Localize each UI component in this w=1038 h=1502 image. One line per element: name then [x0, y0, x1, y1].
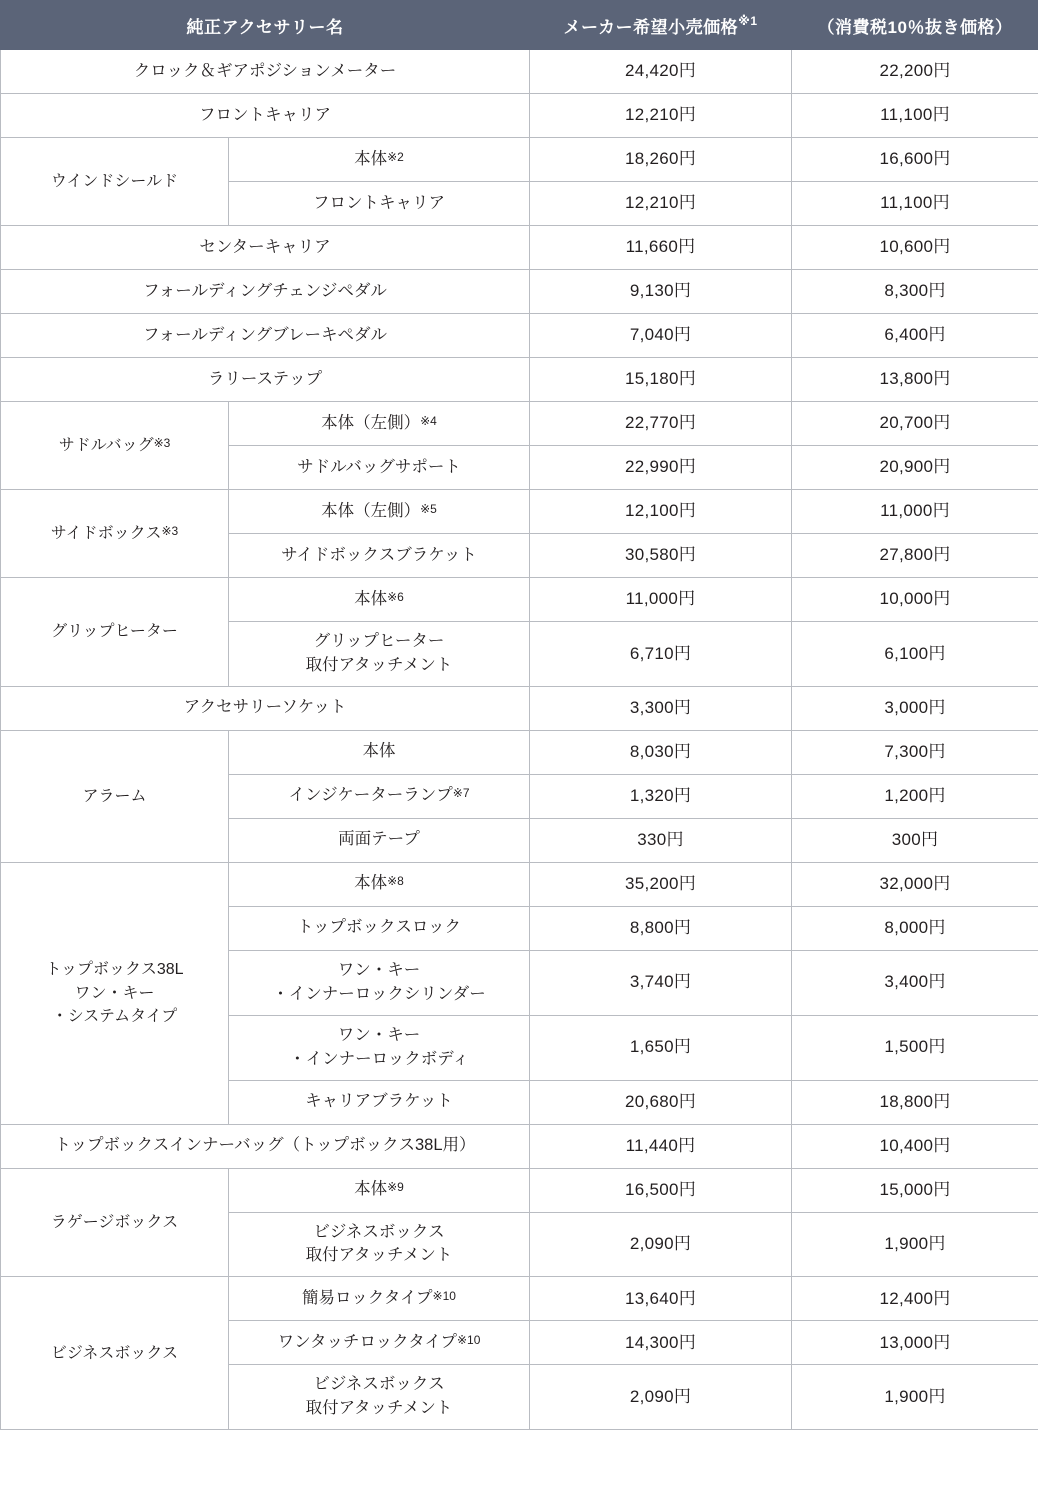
cell-line: ワン・キー — [337, 960, 421, 979]
accessory-name-cell: フォールディングブレーキペダル — [1, 314, 530, 358]
accessory-part-cell: サイドボックスブラケット — [229, 534, 530, 578]
price-excluding-tax-cell: 1,200円 — [792, 774, 1038, 818]
retail-price-cell: 12,100円 — [530, 490, 792, 534]
table-row — [1, 578, 1038, 622]
footnote-marker: ※9 — [387, 1180, 404, 1195]
accessory-part-cell — [229, 950, 530, 1015]
cell-line: ビジネスボックス — [313, 1375, 445, 1394]
footnote-marker: ※2 — [387, 149, 404, 164]
table-body — [1, 50, 1038, 1430]
accessory-group-cell: アラーム — [1, 730, 229, 862]
footnote-marker: ※3 — [161, 523, 179, 538]
accessory-part-cell: 本体 — [229, 730, 530, 774]
accessory-part-cell: フロントキャリア — [229, 182, 530, 226]
cell-line: ・インナーロックボディ — [289, 1049, 469, 1068]
accessory-part-cell: サドルバッグサポート — [229, 446, 530, 490]
price-excluding-tax-cell: 27,800円 — [792, 534, 1038, 578]
retail-price-cell: 7,040円 — [530, 314, 792, 358]
price-excluding-tax-cell: 11,100円 — [792, 182, 1038, 226]
retail-price-cell: 20,680円 — [530, 1080, 792, 1124]
footnote-marker: ※6 — [387, 589, 404, 604]
price-excluding-tax-cell: 3,000円 — [792, 686, 1038, 730]
price-excluding-tax-cell: 13,800円 — [792, 358, 1038, 402]
price-excluding-tax-cell: 1,900円 — [792, 1212, 1038, 1277]
table-row — [1, 1277, 1038, 1321]
accessory-part-cell: 両面テープ — [229, 818, 530, 862]
footnote-marker: ※7 — [452, 786, 470, 801]
table-row — [1, 1124, 1038, 1168]
accessory-group-cell: ビジネスボックス — [1, 1277, 229, 1430]
price-excluding-tax-cell: 6,400円 — [792, 314, 1038, 358]
accessory-name-cell: トップボックスインナーバッグ（トップボックス38L用） — [1, 1124, 530, 1168]
price-excluding-tax-cell: 20,700円 — [792, 402, 1038, 446]
footnote-marker: ※5 — [420, 501, 437, 516]
price-excluding-tax-cell: 8,300円 — [792, 270, 1038, 314]
accessory-part-cell: キャリアブラケット — [229, 1080, 530, 1124]
cell-line: ・システムタイプ — [51, 1007, 178, 1025]
footnote-marker: ※8 — [387, 874, 404, 889]
accessory-part-cell: ワンタッチロックタイプ$^{※10}$ — [229, 1321, 530, 1365]
retail-price-cell: 12,210円 — [530, 182, 792, 226]
accessory-part-cell — [229, 1365, 530, 1430]
retail-price-cell: 18,260円 — [530, 138, 792, 182]
table-row — [1, 730, 1038, 774]
price-excluding-tax-cell: 300円 — [792, 818, 1038, 862]
header-price-excluding-tax: （消費税10％抜き価格） — [792, 1, 1038, 50]
cell-line: ワン・キー — [337, 1025, 421, 1044]
table-row — [1, 138, 1038, 182]
cell-line: 取付アタッチメント — [305, 655, 453, 674]
price-excluding-tax-cell: 15,000円 — [792, 1168, 1038, 1212]
accessory-name-cell: ラリーステップ — [1, 358, 530, 402]
price-excluding-tax-cell: 20,900円 — [792, 446, 1038, 490]
price-excluding-tax-cell: 10,600円 — [792, 226, 1038, 270]
retail-price-cell: 1,320円 — [530, 774, 792, 818]
accessory-part-cell: 本体$^{※2}$ — [229, 138, 530, 182]
retail-price-cell: 12,210円 — [530, 94, 792, 138]
price-excluding-tax-cell: 7,300円 — [792, 730, 1038, 774]
retail-price-cell: 24,420円 — [530, 50, 792, 94]
accessory-name-cell: センターキャリア — [1, 226, 530, 270]
cell-line: ・インナーロックシリンダー — [272, 984, 486, 1003]
table-row — [1, 358, 1038, 402]
price-excluding-tax-cell: 12,400円 — [792, 1277, 1038, 1321]
price-excluding-tax-cell: 8,000円 — [792, 906, 1038, 950]
retail-price-cell: 8,800円 — [530, 906, 792, 950]
retail-price-cell: 2,090円 — [530, 1212, 792, 1277]
accessory-part-cell: トップボックスロック — [229, 906, 530, 950]
accessory-part-cell: 本体$^{※6}$ — [229, 578, 530, 622]
price-excluding-tax-cell: 10,000円 — [792, 578, 1038, 622]
retail-price-cell: 1,650円 — [530, 1015, 792, 1080]
cell-line: トップボックス38L — [45, 961, 184, 979]
cell-line: 取付アタッチメント — [305, 1399, 453, 1418]
accessory-group-cell — [1, 862, 229, 1124]
price-excluding-tax-cell: 11,000円 — [792, 490, 1038, 534]
accessory-part-cell: インジケーターランプ$^{※7}$ — [229, 774, 530, 818]
accessory-part-cell: 本体$^{※9}$ — [229, 1168, 530, 1212]
header-retail-price: メーカー希望小売価格$^{※1}$ — [530, 1, 792, 50]
accessory-part-cell — [229, 622, 530, 687]
retail-price-cell: 2,090円 — [530, 1365, 792, 1430]
retail-price-cell: 16,500円 — [530, 1168, 792, 1212]
cell-line: 取付アタッチメント — [305, 1246, 453, 1265]
retail-price-cell: 8,030円 — [530, 730, 792, 774]
table-row — [1, 270, 1038, 314]
table-row — [1, 226, 1038, 270]
accessory-group-cell: サイドボックス$^{※3}$ — [1, 490, 229, 578]
price-excluding-tax-cell: 6,100円 — [792, 622, 1038, 687]
accessory-part-cell: 本体（左側）$^{※5}$ — [229, 490, 530, 534]
price-excluding-tax-cell: 11,100円 — [792, 94, 1038, 138]
table-row — [1, 94, 1038, 138]
retail-price-cell: 3,740円 — [530, 950, 792, 1015]
table-row — [1, 50, 1038, 94]
cell-line: ワン・キー — [74, 984, 155, 1002]
price-excluding-tax-cell: 3,400円 — [792, 950, 1038, 1015]
footnote-marker: ※10 — [456, 1332, 481, 1347]
accessory-part-cell — [229, 1212, 530, 1277]
footnote-marker: ※4 — [420, 413, 437, 428]
accessory-group-cell: ラゲージボックス — [1, 1168, 229, 1277]
table-row — [1, 402, 1038, 446]
retail-price-cell: 35,200円 — [530, 862, 792, 906]
accessory-name-cell: フロントキャリア — [1, 94, 530, 138]
accessory-part-cell: 簡易ロックタイプ$^{※10}$ — [229, 1277, 530, 1321]
table-row — [1, 1168, 1038, 1212]
retail-price-cell: 11,660円 — [530, 226, 792, 270]
footnote-marker: ※10 — [432, 1288, 456, 1303]
cell-line: ビジネスボックス — [313, 1222, 445, 1241]
price-excluding-tax-cell: 10,400円 — [792, 1124, 1038, 1168]
price-excluding-tax-cell: 18,800円 — [792, 1080, 1038, 1124]
accessory-name-cell: アクセサリーソケット — [1, 686, 530, 730]
accessory-part-cell — [229, 1015, 530, 1080]
accessory-part-cell: 本体（左側）$^{※4}$ — [229, 402, 530, 446]
price-excluding-tax-cell: 22,200円 — [792, 50, 1038, 94]
accessory-name-cell: クロック＆ギアポジションメーター — [1, 50, 530, 94]
retail-price-cell: 9,130円 — [530, 270, 792, 314]
retail-price-cell: 11,000円 — [530, 578, 792, 622]
retail-price-cell: 11,440円 — [530, 1124, 792, 1168]
table-row — [1, 490, 1038, 534]
price-excluding-tax-cell: 1,900円 — [792, 1365, 1038, 1430]
retail-price-cell: 30,580円 — [530, 534, 792, 578]
retail-price-cell: 15,180円 — [530, 358, 792, 402]
retail-price-cell: 14,300円 — [530, 1321, 792, 1365]
header-footnote-marker: ※1 — [738, 13, 758, 28]
retail-price-cell: 22,990円 — [530, 446, 792, 490]
cell-line: グリップヒーター — [313, 632, 445, 650]
footnote-marker: ※3 — [153, 435, 171, 450]
table-row — [1, 862, 1038, 906]
accessory-group-cell: サドルバッグ$^{※3}$ — [1, 402, 229, 490]
retail-price-cell: 13,640円 — [530, 1277, 792, 1321]
table-header-row — [1, 1, 1038, 50]
header-accessory-name: 純正アクセサリー名 — [1, 1, 530, 50]
accessory-group-cell: ウインドシールド — [1, 138, 229, 226]
accessory-part-cell: 本体$^{※8}$ — [229, 862, 530, 906]
accessory-group-cell: グリップヒーター — [1, 578, 229, 687]
table-row — [1, 686, 1038, 730]
table-row — [1, 314, 1038, 358]
price-excluding-tax-cell: 1,500円 — [792, 1015, 1038, 1080]
price-excluding-tax-cell: 32,000円 — [792, 862, 1038, 906]
table-header — [1, 1, 1038, 50]
retail-price-cell: 6,710円 — [530, 622, 792, 687]
accessory-name-cell: フォールディングチェンジペダル — [1, 270, 530, 314]
price-excluding-tax-cell: 13,000円 — [792, 1321, 1038, 1365]
retail-price-cell: 330円 — [530, 818, 792, 862]
retail-price-cell: 22,770円 — [530, 402, 792, 446]
retail-price-cell: 3,300円 — [530, 686, 792, 730]
price-excluding-tax-cell: 16,600円 — [792, 138, 1038, 182]
